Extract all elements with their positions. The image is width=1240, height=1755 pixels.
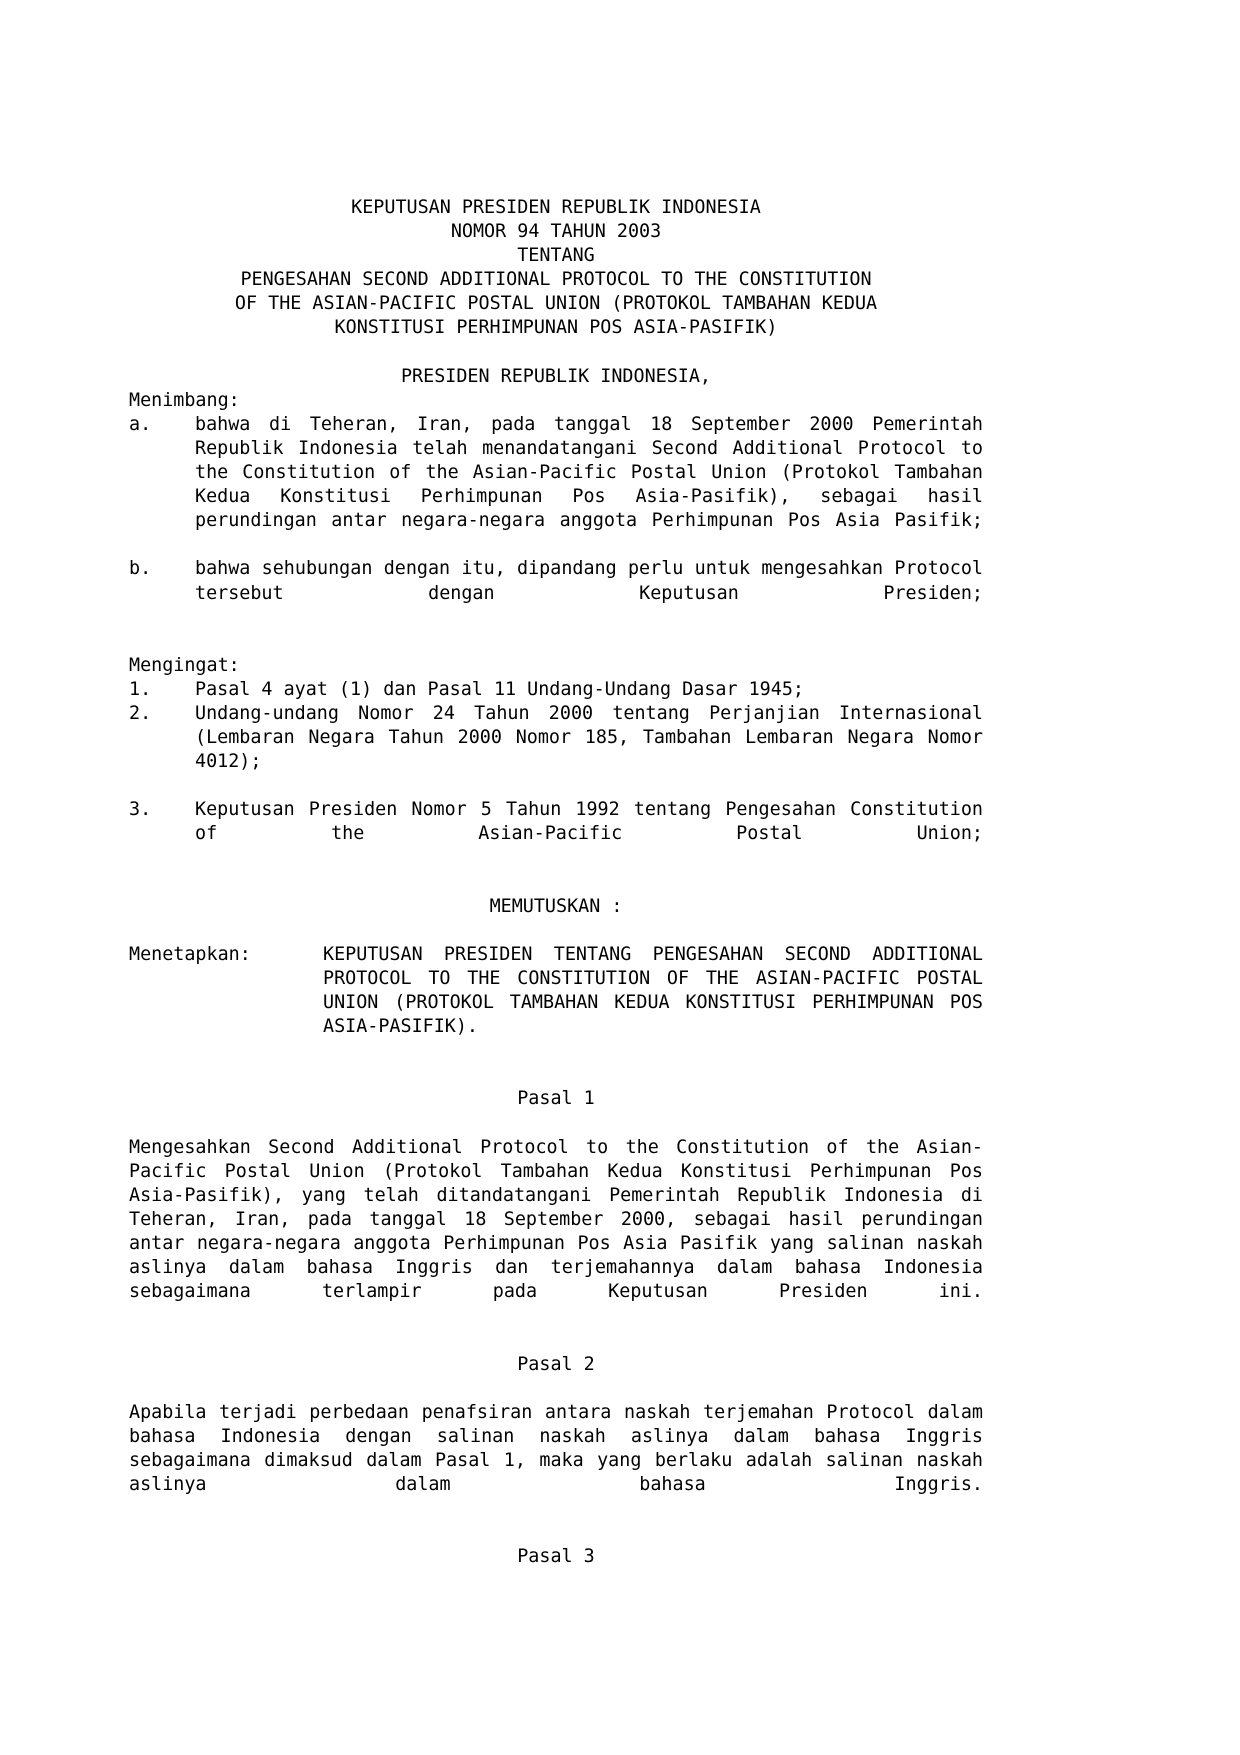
pasal-3-heading: Pasal 3: [517, 1546, 595, 1568]
spacer: [129, 919, 983, 943]
pasal-1-heading: Pasal 1: [517, 1088, 595, 1110]
menetapkan-row: [129, 943, 983, 1063]
mengingat-label: Mengingat:: [129, 654, 240, 676]
title-line-2: NOMOR 94 TAHUN 2003: [450, 221, 662, 243]
list-marker: b.: [129, 558, 152, 580]
title-line-4: PENGESAHAN SECOND ADDITIONAL PROTOCOL TO THE CONSTITUTION: [240, 269, 872, 291]
list-item-text: Undang-undang Nomor 24 Tahun 2000 tentang Perjanjian Internasional (Lembaran Negara Tahun 2000 Nomor 185, Tambahan Lembaran Negara Nomor 4012);: [195, 702, 983, 773]
list-marker: a.: [129, 413, 152, 435]
president-heading: PRESIDEN REPUBLIK INDONESIA,: [400, 365, 712, 387]
spacer: [129, 630, 983, 654]
spacer: [129, 1521, 983, 1545]
menimbang-item-a: [129, 413, 983, 558]
spacer: [129, 1112, 983, 1136]
menimbang-label: Menimbang:: [129, 389, 240, 411]
list-item-text: bahwa di Teheran, Iran, pada tanggal 18 September 2000 Pemerintah Republik Indonesia telah menandatangani Second Additional Protocol to the Constitution of the Asian-Pacific Postal Union (Protokol Tambahan Kedua Konstitusi Perhimpunan Pos Asia-Pasifik), sebagai hasil perundingan antar negara-negara anggota Perhimpunan Pos Asia Pasifik;: [195, 413, 983, 532]
pasal-2-heading: Pasal 2: [517, 1353, 595, 1375]
title-line-6: KONSTITUSI PERHIMPUNAN POS ASIA-PASIFIK): [334, 317, 778, 339]
mengingat-item-2: [129, 702, 983, 798]
title-line-3: TENTANG: [517, 245, 595, 267]
menetapkan-text: KEPUTUSAN PRESIDEN TENTANG PENGESAHAN SECOND ADDITIONAL PROTOCOL TO THE CONSTITUTION OF THE ASIAN-PACIFIC POSTAL UNION (PROTOKOL TAMBAHAN KEDUA KONSTITUSI PERHIMPUNAN POS ASIA-PASIFIK).: [323, 943, 983, 1038]
document-content: [129, 196, 983, 1569]
spacer: [129, 341, 983, 365]
mengingat-item-3: [129, 798, 983, 870]
menetapkan-label: Menetapkan:: [129, 943, 251, 965]
list-marker: 2.: [129, 702, 152, 724]
list-marker: 1.: [129, 678, 152, 700]
pasal-2-body: Apabila terjadi perbedaan penafsiran antara naskah terjemahan Protocol dalam bahasa Indonesia dengan salinan naskah aslinya dalam bahasa Inggris sebagaimana dimaksud dalam Pasal 1, maka yang berlaku adalah salinan naskah aslinya dalam bahasa Inggris.: [129, 1401, 983, 1495]
mengingat-item-1: [129, 678, 983, 702]
memutuskan-heading: MEMUTUSKAN :: [489, 895, 623, 917]
spacer: [129, 1063, 983, 1087]
pasal-1-body: Mengesahkan Second Additional Protocol to the Constitution of the Asian-Pacific Postal Union (Protokol Tambahan Kedua Konstitusi Perhimpunan Pos Asia-Pasifik), yang telah ditandatangani Pemerintah Republik Indonesia di Teheran, Iran, pada tanggal 18 September 2000, sebagai hasil perundingan antar negara-negara anggota Perhimpunan Pos Asia Pasifik yang salinan naskah aslinya dalam bahasa Inggris dan terjemahannya dalam bahasa Indonesia sebagaimana terlampir pada Keputusan Presiden ini.: [129, 1136, 983, 1303]
list-item-text: Pasal 4 ayat (1) dan Pasal 11 Undang-Undang Dasar 1945;: [195, 678, 804, 700]
list-item-text: bahwa sehubungan dengan itu, dipandang perlu untuk mengesahkan Protocol tersebut dengan Keputusan Presiden;: [195, 558, 983, 604]
list-item-text: Keputusan Presiden Nomor 5 Tahun 1992 tentang Pengesahan Constitution of the Asian-Pacific Postal Union;: [195, 799, 983, 845]
spacer: [129, 1377, 983, 1401]
title-line-5: OF THE ASIAN-PACIFIC POSTAL UNION (PROTOKOL TAMBAHAN KEDUA: [234, 293, 878, 315]
title-line-1: KEPUTUSAN PRESIDEN REPUBLIK INDONESIA: [351, 197, 761, 218]
menimbang-item-b: [129, 557, 983, 629]
spacer: [129, 871, 983, 895]
document-title-block: [129, 196, 983, 341]
list-marker: 3.: [129, 799, 152, 821]
spacer: [129, 1328, 983, 1352]
